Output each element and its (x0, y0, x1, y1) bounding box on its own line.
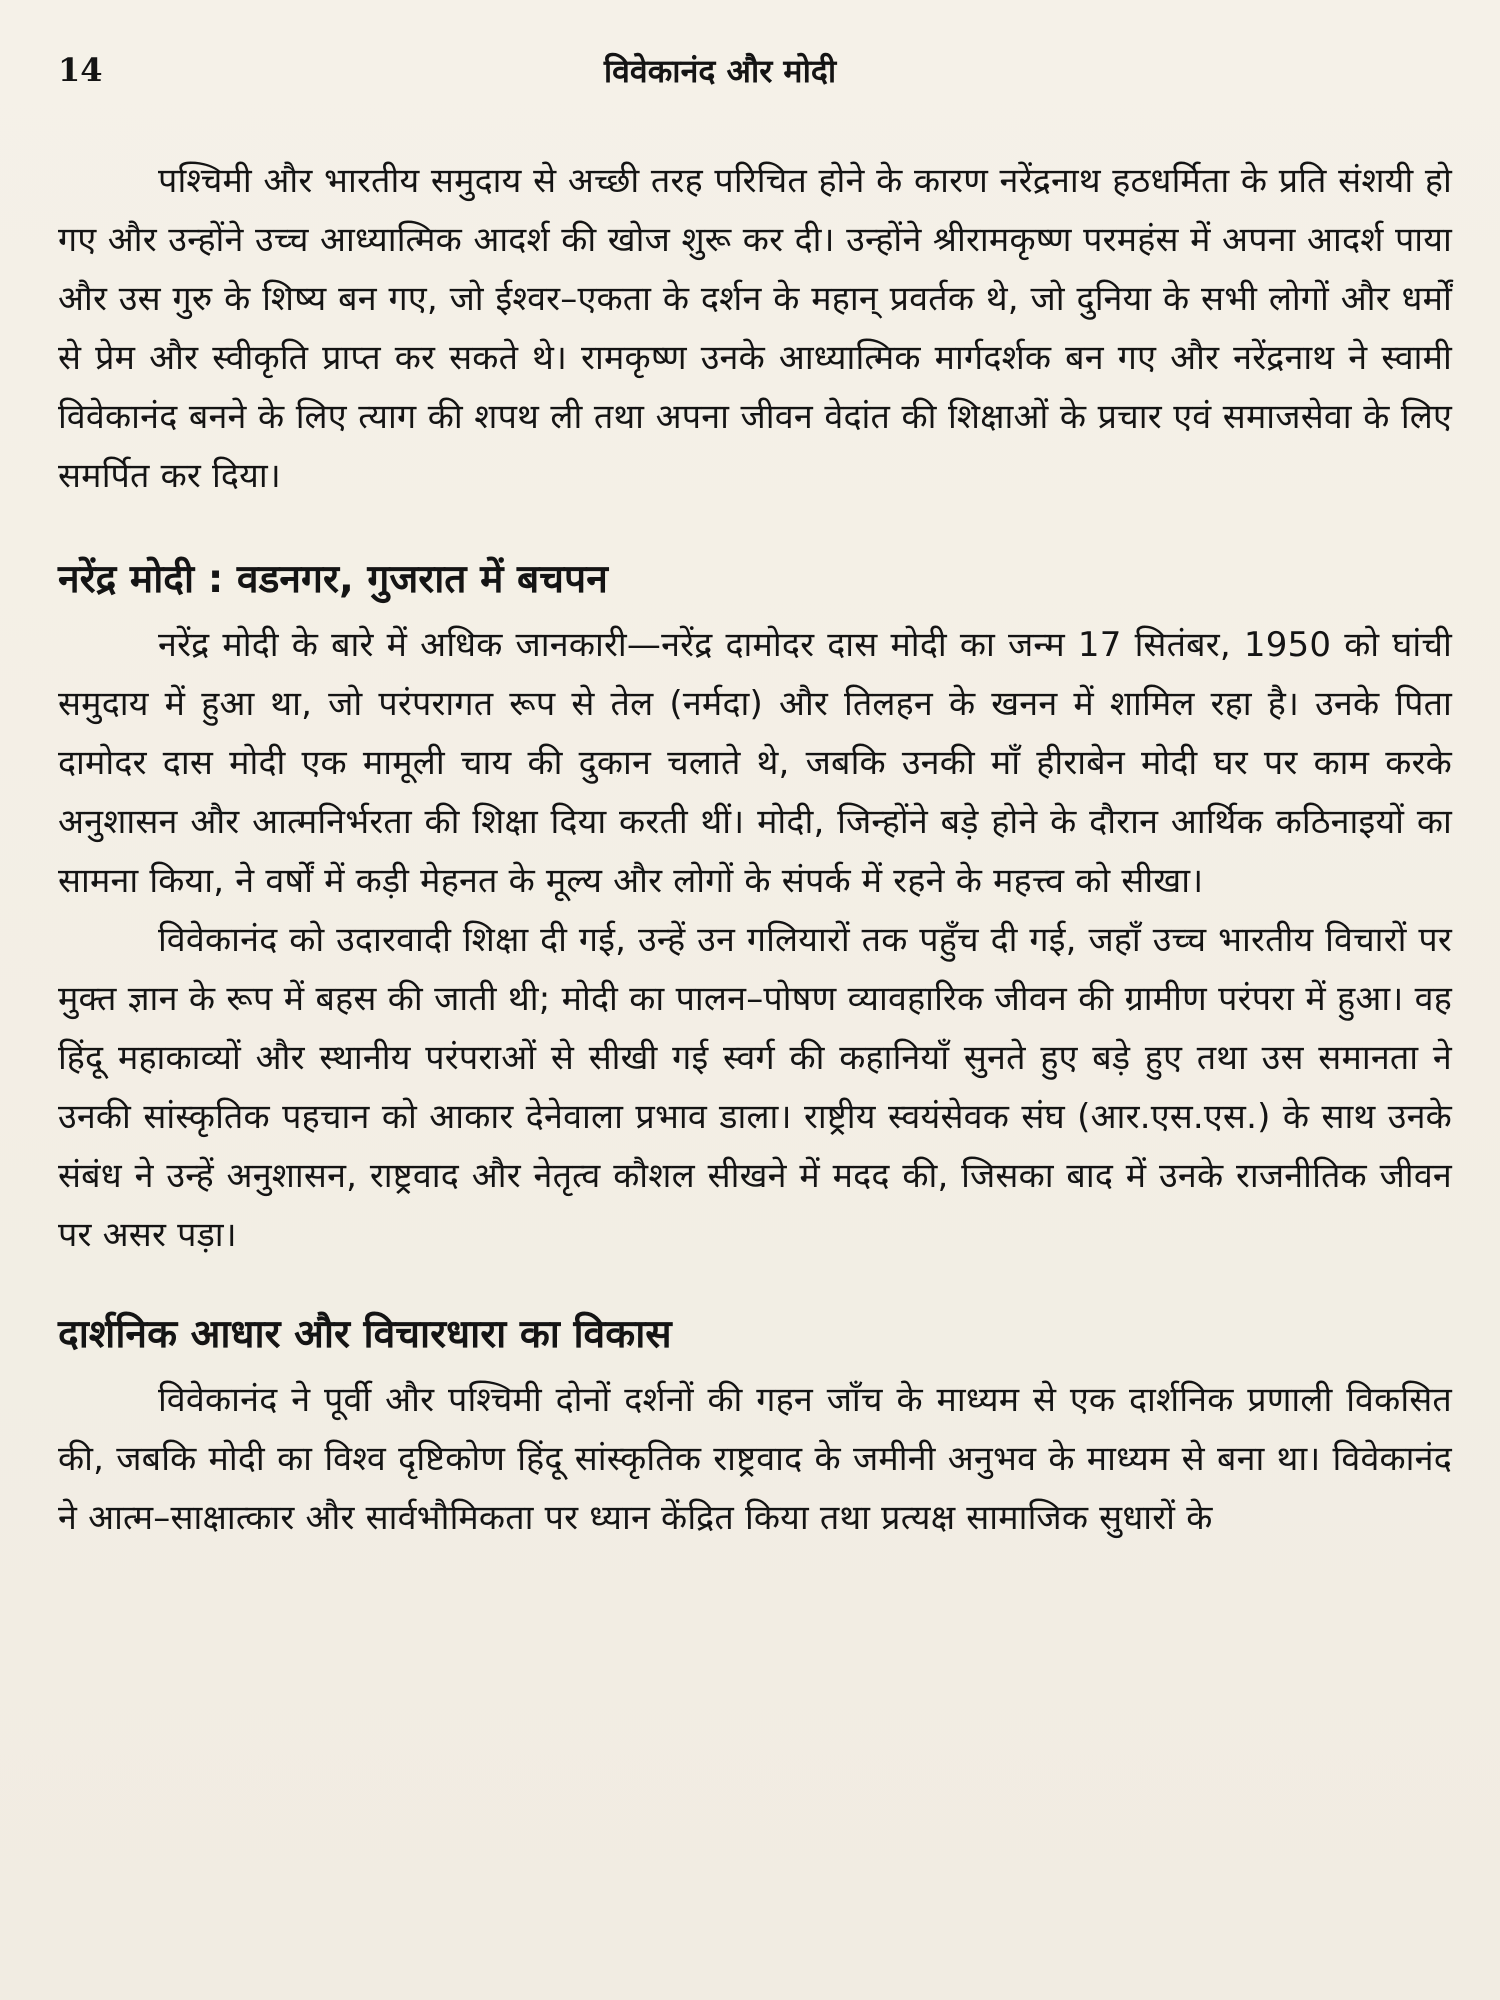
paragraph-childhood-1: नरेंद्र मोदी के बारे में अधिक जानकारी—नरेंद्र दामोदर दास मोदी का जन्म 17 सितंबर, 1950 को घांची समुदाय में हुआ था, जो परंपरागत रूप से तेल (नर्मदा) और तिलहन के खनन में शामिल रहा है। उनके पिता दामोदर दास मोदी एक मामूली चाय की दुकान चलाते थे, जबकि उनकी माँ हीराबेन मोदी घर पर काम करके अनुशासन और आत्मनिर्भरता की शिक्षा दिया करती थीं। मोदी, जिन्होंने बड़े होने के दौरान आर्थिक कठिनाइयों का सामना किया, ने वर्षों में कड़ी मेहनत के मूल्य और लोगों के संपर्क में रहने के महत्त्व को सीखा। (58, 625, 1452, 901)
page-header (58, 40, 1452, 100)
page-number: 14 (58, 51, 103, 89)
running-title: विवेकानंद और मोदी (603, 51, 837, 90)
section-heading-childhood: नरेंद्र मोदी : वडनगर, गुजरात में बचपन (58, 557, 608, 602)
paragraph-philosophy: विवेकानंद ने पूर्वी और पश्चिमी दोनों दर्शनों की गहन जाँच के माध्यम से एक दार्शनिक प्रणाली विकसित की, जबकि मोदी का विश्व दृष्टिकोण हिंदू सांस्कृतिक राष्ट्रवाद के जमीनी अनुभव के माध्यम से बना था। विवेकानंद ने आत्म–साक्षात्कार और सार्वभौमिकता पर ध्यान केंद्रित किया तथा प्रत्यक्ष सामाजिक सुधारों के (58, 1380, 1452, 1538)
intro-paragraph: पश्चिमी और भारतीय समुदाय से अच्छी तरह परिचित होने के कारण नरेंद्रनाथ हठधर्मिता के प्रति संशयी हो गए और उन्होंने उच्च आध्यात्मिक आदर्श की खोज शुरू कर दी। उन्होंने श्रीरामकृष्ण परमहंस में अपना आदर्श पाया और उस गुरु के शिष्य बन गए, जो ईश्वर–एकता के दर्शन के महान् प्रवर्तक थे, जो दुनिया के सभी लोगों और धर्मों से प्रेम और स्वीकृति प्राप्त कर सकते थे। रामकृष्ण उनके आध्यात्मिक मार्गदर्शक बन गए और नरेंद्रनाथ ने स्वामी विवेकानंद बनने के लिए त्याग की शपथ ली तथा अपना जीवन वेदांत की शिक्षाओं के प्रचार एवं समाजसेवा के लिए समर्पित कर दिया। (58, 161, 1452, 496)
section-heading-philosophy: दार्शनिक आधार और विचारधारा का विकास (58, 1312, 672, 1357)
paragraph-childhood-2: विवेकानंद को उदारवादी शिक्षा दी गई, उन्हें उन गलियारों तक पहुँच दी गई, जहाँ उच्च भारतीय विचारों पर मुक्त ज्ञान के रूप में बहस की जाती थी; मोदी का पालन–पोषण व्यावहारिक जीवन की ग्रामीण परंपरा में हुआ। वह हिंदू महाकाव्यों और स्थानीय परंपराओं से सीखी गई स्वर्ग की कहानियाँ सुनते हुए बड़े हुए तथा उस समानता ने उनकी सांस्कृतिक पहचान को आकार देनेवाला प्रभाव डाला। राष्ट्रीय स्वयंसेवक संघ (आर.एस.एस.) के साथ उनके संबंध ने उन्हें अनुशासन, राष्ट्रवाद और नेतृत्व कौशल सीखने में मदद की, जिसका बाद में उनके राजनीतिक जीवन पर असर पड़ा। (58, 920, 1452, 1255)
